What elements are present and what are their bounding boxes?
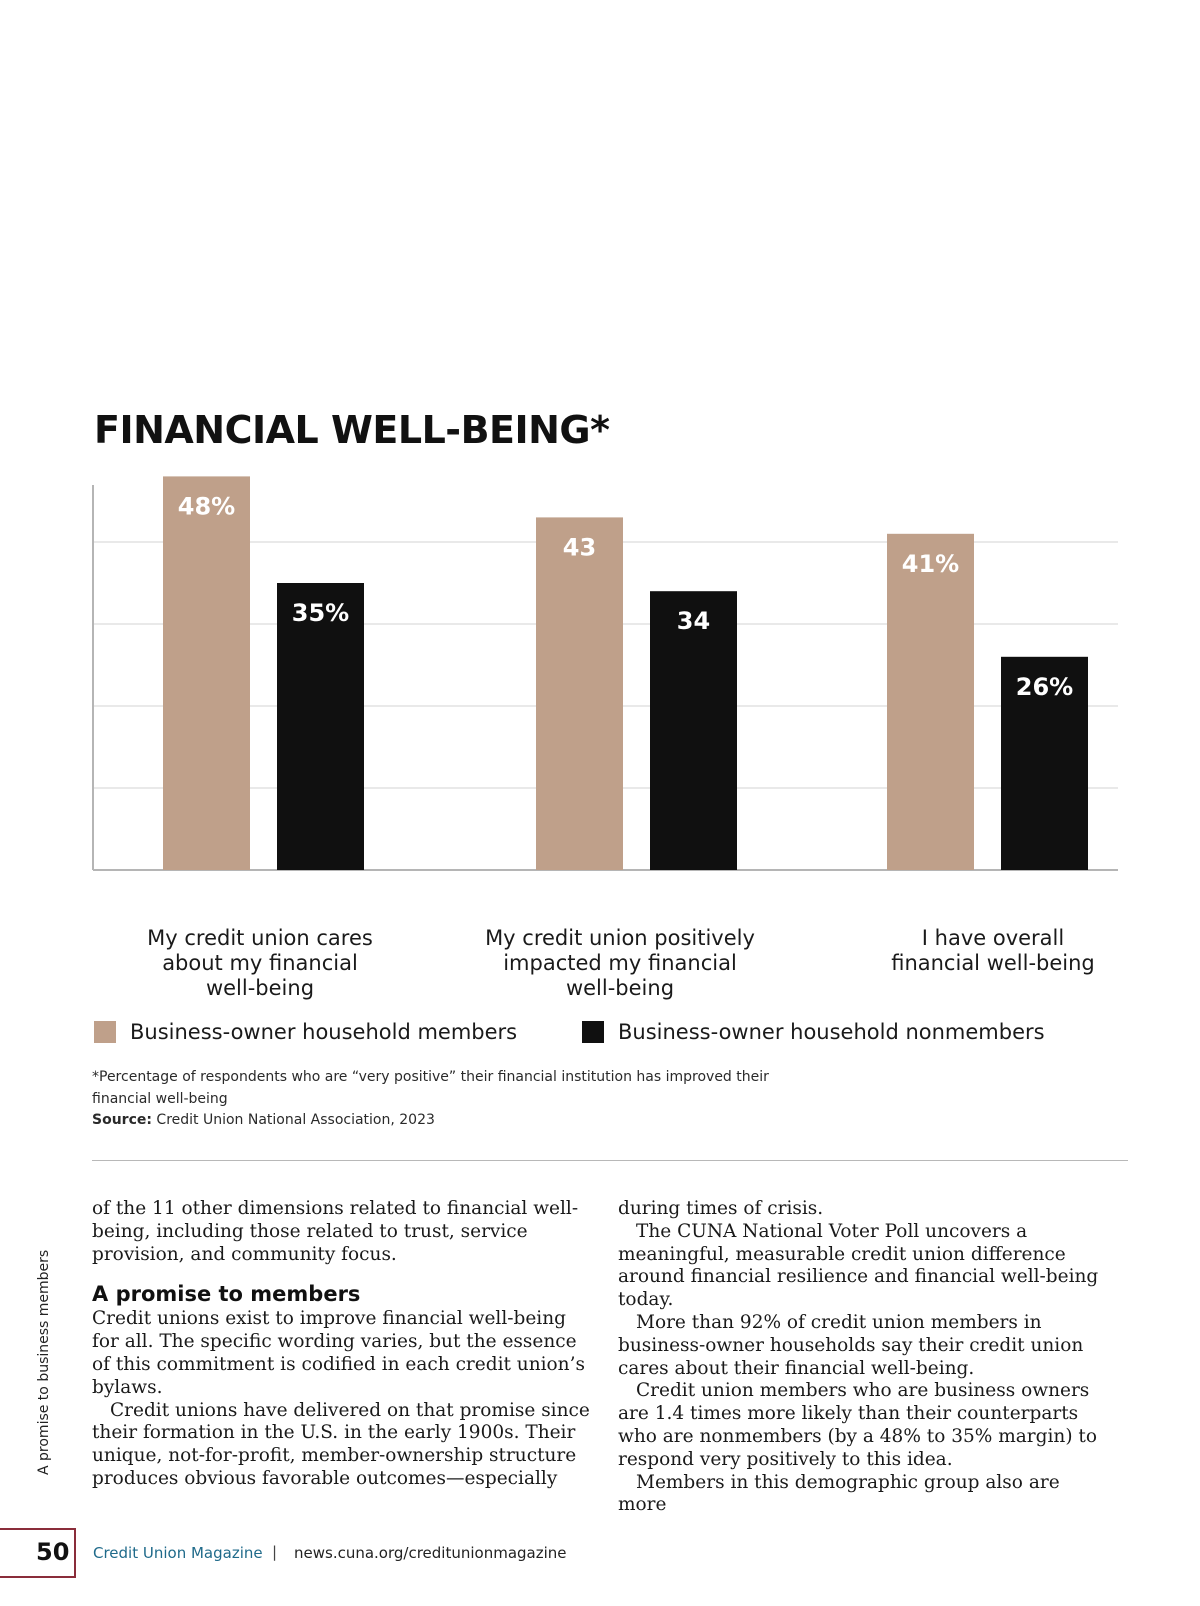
bar-members bbox=[536, 517, 623, 870]
paragraph: More than 92% of credit union members in business-owner households say their credit union cares about their financial well-being. bbox=[618, 1311, 1084, 1379]
category-label-impacted bbox=[480, 926, 760, 1001]
section-side-label: A promise to business members bbox=[36, 1249, 52, 1475]
page-number: 50 bbox=[36, 1538, 70, 1566]
paragraph: of the 11 other dimensions related to financial well-being, including those related to trust, service provision, and community focus. bbox=[92, 1198, 579, 1265]
footer-url-link[interactable]: news.cuna.org/creditunionmagazine bbox=[294, 1544, 567, 1562]
category-label-line: well-being bbox=[205, 976, 315, 1000]
section-divider bbox=[92, 1160, 1128, 1161]
article-column-right bbox=[618, 1198, 1108, 1517]
category-label-line: impacted my financial bbox=[503, 951, 737, 975]
data-label: 41% bbox=[901, 549, 960, 578]
category-label-line: financial well-being bbox=[891, 951, 1095, 975]
legend-swatch-members bbox=[94, 1021, 116, 1043]
data-label: 48% bbox=[177, 492, 236, 521]
source-label: Source: bbox=[92, 1112, 152, 1128]
data-label: 26% bbox=[1015, 672, 1074, 701]
paragraph: Credit unions have delivered on that promise since their formation in the U.S. in the early 1900s. Their unique, not-for-profit, member-ownership structure produces obvious favorable outcomes—especially bbox=[92, 1399, 590, 1489]
paragraph: Credit unions exist to improve financial well-being for all. The specific wording varies, but the essence of this commitment is codified in each credit union’s bylaws. bbox=[92, 1308, 585, 1398]
paragraph: Credit union members who are business owners are 1.4 times more likely than their counterparts who are nonmembers (by a 48% to 35% margin) to respond very positively to this idea. bbox=[618, 1380, 1097, 1470]
chart-title: FINANCIAL WELL-BEING* bbox=[94, 408, 610, 452]
category-label-line: My credit union positively bbox=[485, 926, 755, 950]
legend-swatch-nonmembers bbox=[582, 1021, 604, 1043]
bar-chart bbox=[0, 470, 1200, 890]
paragraph: The CUNA National Voter Poll uncovers a meaningful, measurable credit union difference around financial resilience and financial well-being today. bbox=[618, 1220, 1099, 1311]
section-heading: A promise to members bbox=[92, 1282, 361, 1307]
legend-label-nonmembers: Business-owner household nonmembers bbox=[618, 1020, 1045, 1044]
article-column-left bbox=[92, 1198, 592, 1491]
chart-footnote: *Percentage of respondents who are “very positive” their financial institution has improved their financial well-being bbox=[92, 1069, 769, 1107]
paragraph: Members in this demographic group also are more bbox=[618, 1471, 1060, 1516]
chart-source bbox=[92, 1112, 435, 1128]
category-label-cares bbox=[120, 926, 400, 1001]
bar-members bbox=[887, 534, 974, 870]
footer-separator: | bbox=[272, 1543, 278, 1561]
category-label-line: about my financial bbox=[162, 951, 358, 975]
data-label: 34 bbox=[676, 607, 711, 636]
legend-item-members bbox=[94, 1020, 517, 1044]
category-label-line: I have overall bbox=[921, 926, 1065, 950]
data-label: 43 bbox=[562, 533, 597, 562]
legend-item-nonmembers bbox=[582, 1020, 1045, 1044]
category-label-line: My credit union cares bbox=[147, 926, 373, 950]
footer-publication-link[interactable]: Credit Union Magazine bbox=[93, 1544, 263, 1562]
data-label: 35% bbox=[291, 599, 350, 627]
legend-label-members: Business-owner household members bbox=[130, 1020, 518, 1044]
category-label-line: well-being bbox=[565, 976, 675, 1000]
paragraph: during times of crisis. bbox=[618, 1198, 824, 1219]
bar-members bbox=[163, 476, 250, 870]
category-label-overall bbox=[853, 926, 1133, 976]
source-text: Credit Union National Association, 2023 bbox=[156, 1112, 435, 1128]
